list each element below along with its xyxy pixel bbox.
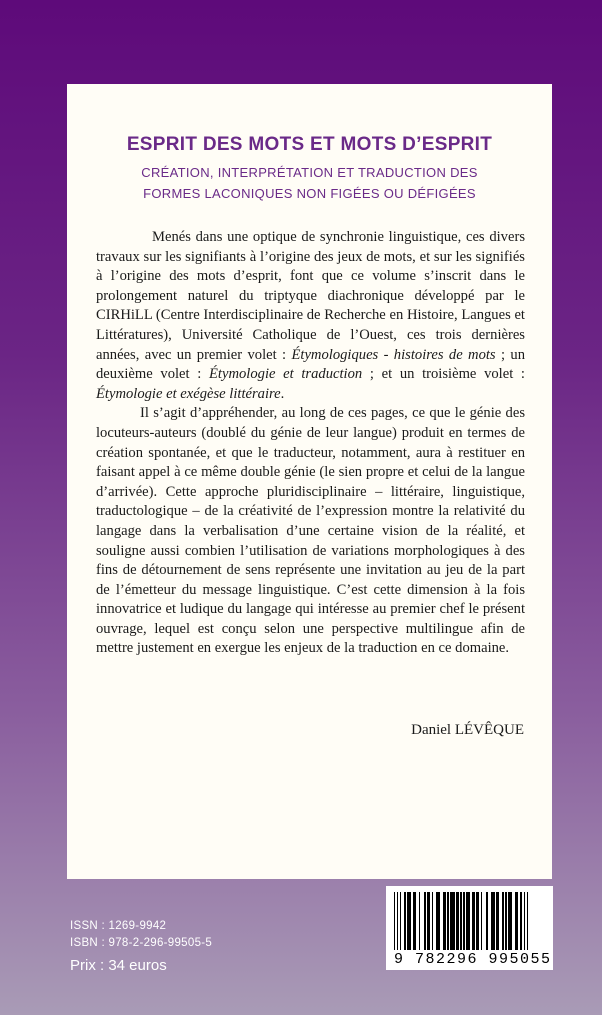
paragraph-1-text-b: ; un deuxième volet :	[96, 346, 526, 383]
volume-3-title: Étymologie et exégèse littéraire	[96, 385, 281, 402]
barcode-number: 9 782296 995055	[394, 951, 552, 968]
price-label: Prix : 34 euros	[70, 957, 167, 974]
paragraph-1-text-c: ; et un troisième volet :	[362, 366, 525, 383]
isbn-label: ISBN : 978-2-296-99505-5	[70, 937, 213, 949]
publication-info	[70, 918, 212, 978]
book-title: ESPRIT DES MOTS ET MOTS D’ESPRIT	[126, 134, 493, 155]
paragraph-1-text-d: .	[280, 385, 285, 402]
barcode-bar	[527, 892, 528, 950]
author-signature: Daniel LÉVÊQUE	[411, 722, 524, 738]
back-cover-panel	[67, 84, 552, 879]
book-subtitle	[67, 162, 552, 204]
barcode	[386, 886, 553, 970]
subtitle-line-2: FORMES LACONIQUES NON FIGÉES OU DÉFIGÉES	[143, 186, 476, 201]
blurb-paragraph-1	[96, 228, 525, 404]
paragraph-1-text-a: Menés dans une optique de synchronie linguistique, ces divers travaux sur les signifiants à l’origine des jeux de mots, et sur les signifiés à l’origine des mots d’esprit, font que ce volume s’inscrit dans le prolongement naturel du triptyque diachronique développé par le CIRHiLL (Centre Interdisciplinaire de Recherche en Histoire, Langues et Littératures), Université Catholique de l’Ouest, ces trois dernières années, avec un premier volet :	[96, 229, 525, 363]
subtitle-line-1: CRÉATION, INTERPRÉTATION ET TRADUCTION DES	[141, 165, 478, 180]
volume-2-title: Étymologie et traduction	[209, 366, 363, 383]
blurb-paragraph-2: Il s’agit d’appréhender, au long de ces pages, ce que le génie des locuteurs-auteurs (doublé du génie de leur langue) produit en termes de création spontanée, et que le traducteur, notamment, aura à restituer en faisant appel à ce même double génie (le sien propre et celui de la langue d’arrivée). Cette approche pluridisciplinaire – littéraire, linguistique, traductologique – de la créativité de l’expression montre la relativité du langage dans la verbalisation d’une certaine vision de la réalité, et souligne aussi combien l’utilisation de variations morphologiques à des fins de détournement de sens représente une invitation au jeu de la part de l’émetteur du message linguistique. C’est cette dimension à la fois innovatrice et ludique du langage qui intéresse au premier chef le présent ouvrage, lequel est conçu selon une perspective multilingue afin de mettre justement en exergue les enjeux de la traduction en ce domaine.	[96, 405, 525, 657]
volume-1-title: Étymologiques - histoires de mots	[291, 346, 496, 363]
blurb-text	[96, 228, 525, 659]
barcode-bars	[394, 892, 545, 950]
issn-label: ISSN : 1269-9942	[70, 920, 167, 932]
